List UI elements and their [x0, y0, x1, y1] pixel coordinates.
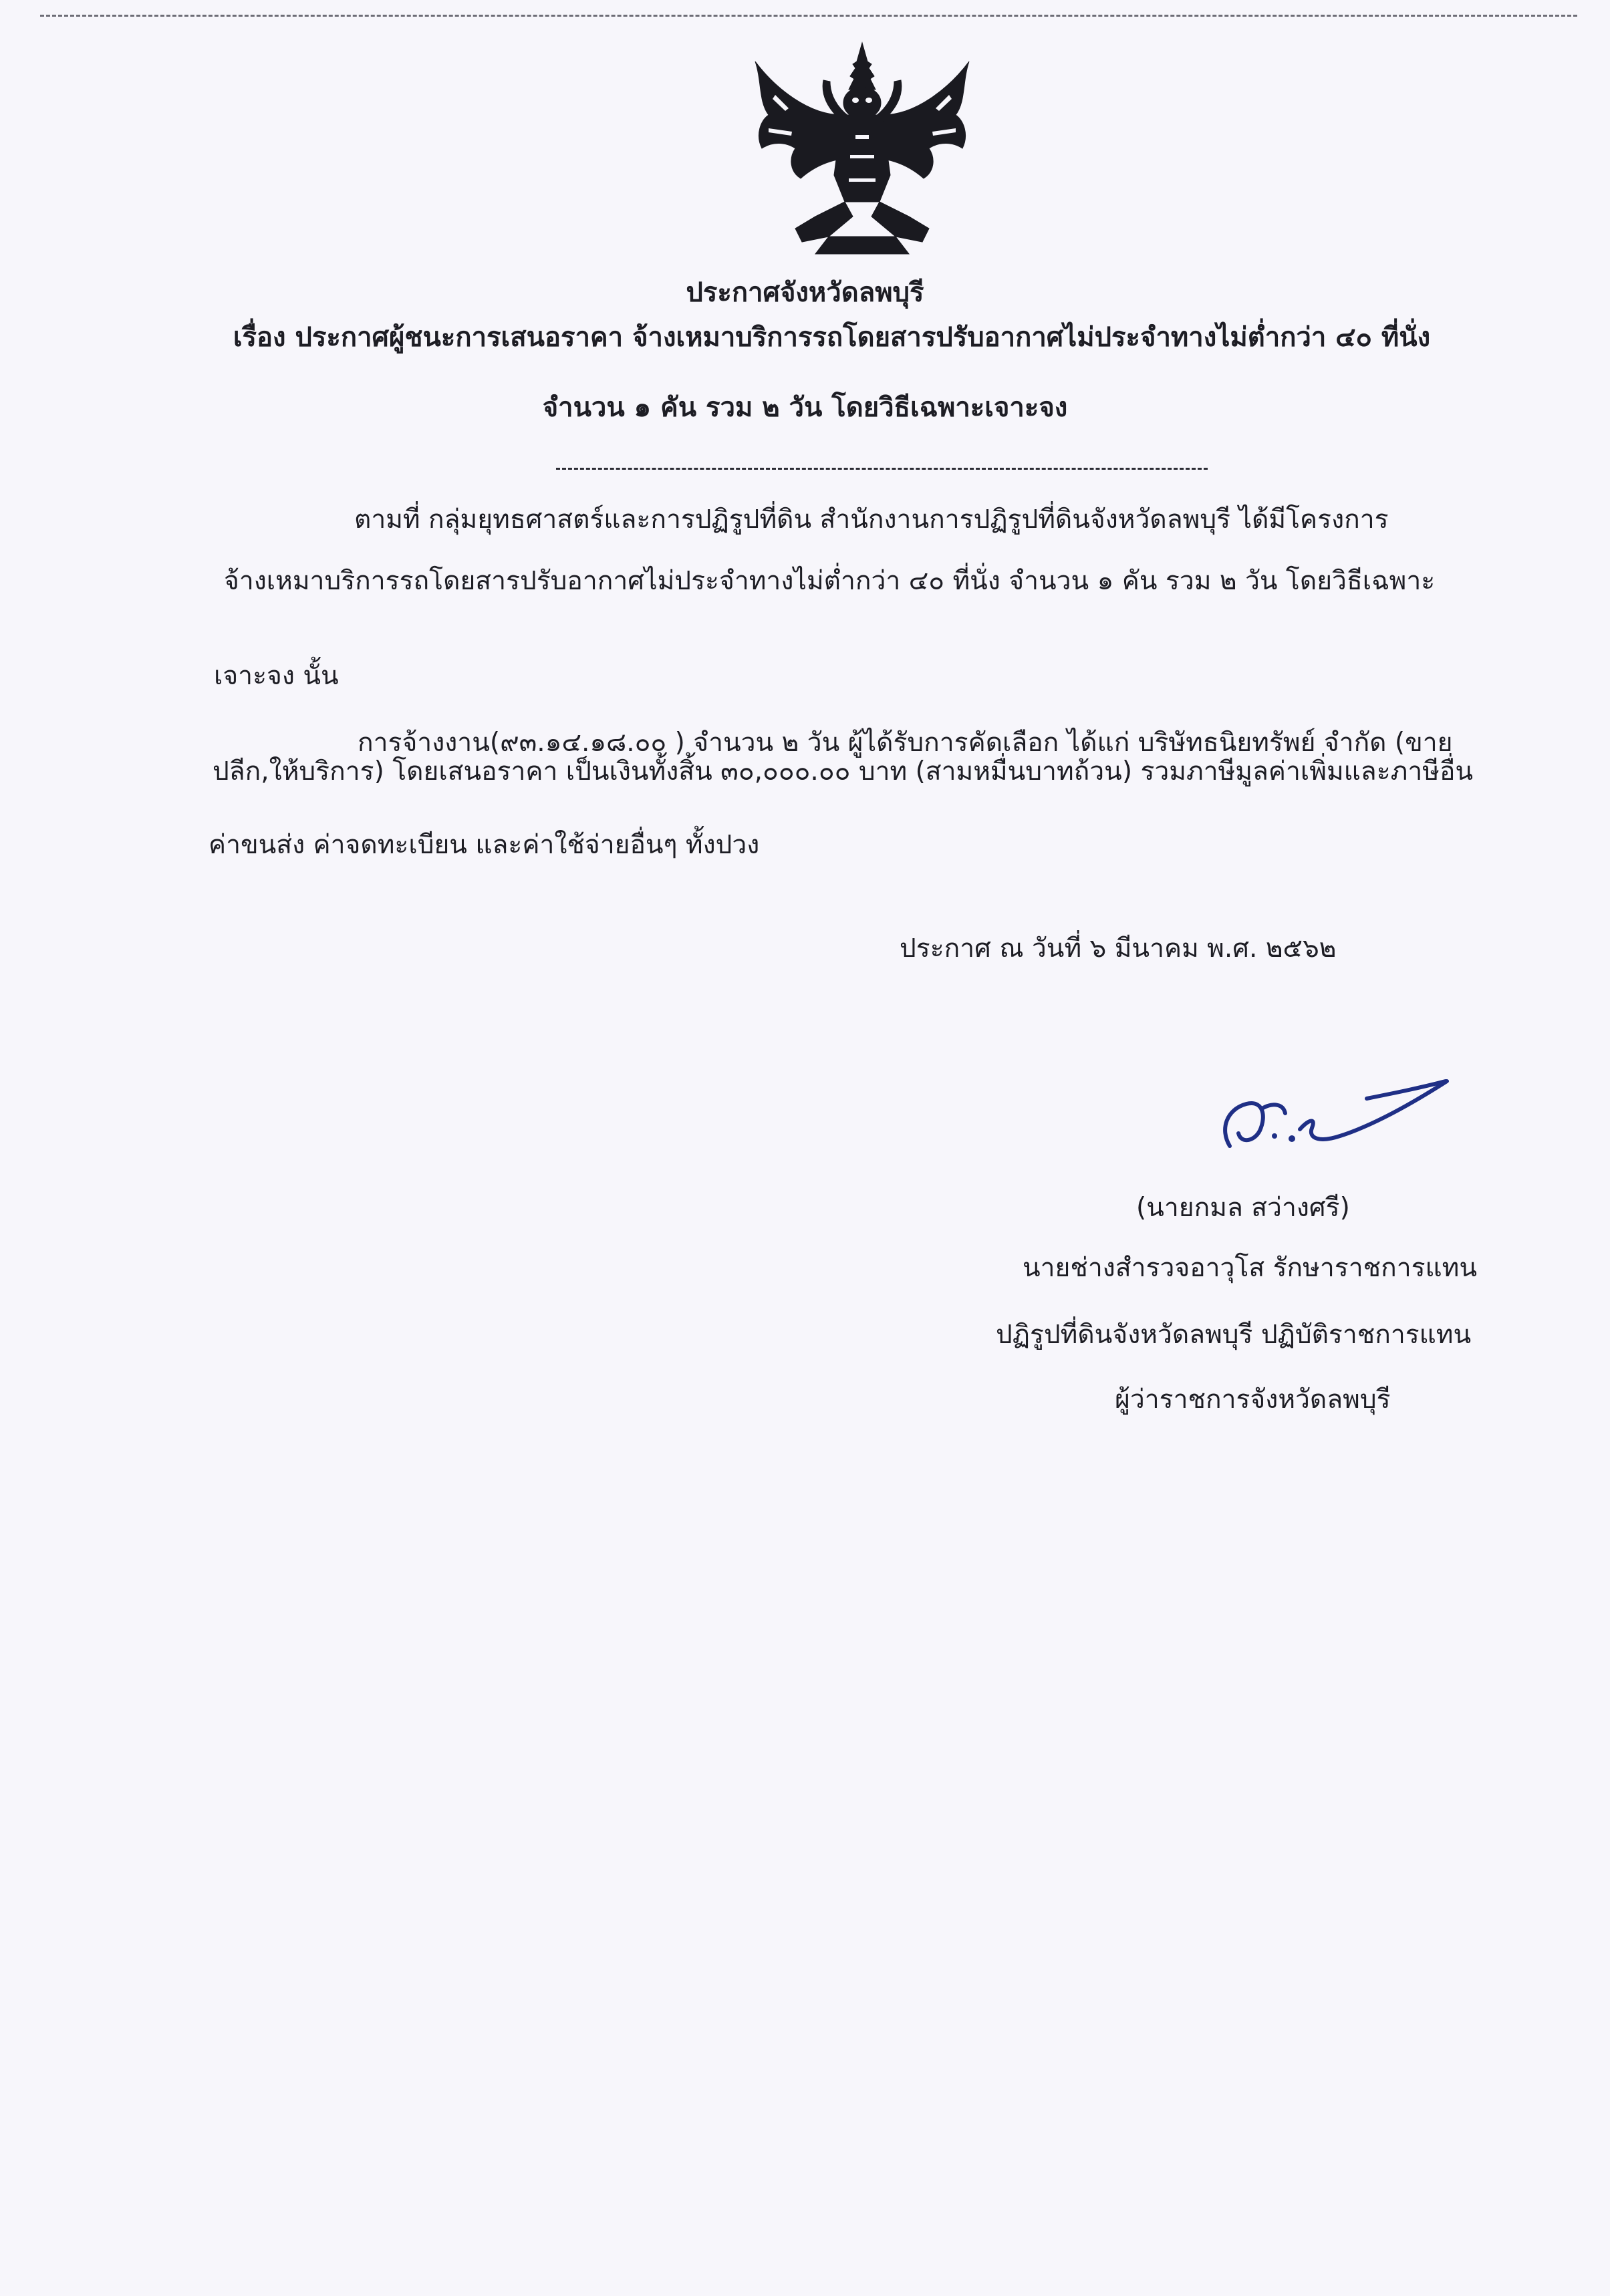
- paragraph-1-line-1: ตามที่ กลุ่มยุทธศาสตร์และการปฏิรูปที่ดิน สำนักงานการปฏิรูปที่ดินจังหวัดลพบุรี ได้มีโครงการ: [354, 505, 1389, 535]
- announcement-subject-line-2: จำนวน ๑ คัน รวม ๒ วัน โดยวิธีเฉพาะเจาะจง: [542, 392, 1068, 423]
- announcement-title: ประกาศจังหวัดลพบุรี: [686, 277, 924, 308]
- paragraph-2-line-1: การจ้างงาน(๙๓.๑๔.๑๘.๐๐ ) จำนวน ๒ วัน ผู้ได้รับการคัดเลือก ได้แก่ บริษัทธนิยทรัพย์ จำกัด (ขาย: [358, 728, 1453, 758]
- handwritten-signature: [1200, 1069, 1454, 1156]
- signatory-position-2: ปฏิรูปที่ดินจังหวัดลพบุรี ปฏิบัติราชการแทน: [996, 1320, 1472, 1350]
- announcement-subject-line-1: เรื่อง ประกาศผู้ชนะการเสนอราคา จ้างเหมาบริการรถโดยสารปรับอากาศไม่ประจำทางไม่ต่ำกว่า ๔๐ ที่นั่ง: [233, 322, 1431, 353]
- paragraph-1-line-2: จ้างเหมาบริการรถโดยสารปรับอากาศไม่ประจำทางไม่ต่ำกว่า ๔๐ ที่นั่ง จำนวน ๑ คัน รวม ๒ วัน โดยวิธีเฉพาะ: [224, 566, 1436, 596]
- paragraph-2-line-2: ปลีก,ให้บริการ) โดยเสนอราคา เป็นเงินทั้งสิ้น ๓๐,๐๐๐.๐๐ บาท (สามหมื่นบาทถ้วน) รวมภาษีมูลค่าเพิ่มและภาษีอื่น: [213, 756, 1474, 786]
- signatory-position-1: นายช่างสำรวจอาวุโส รักษาราชการแทน: [1023, 1253, 1478, 1283]
- signatory-position-3: ผู้ว่าราชการจังหวัดลพบุรี: [1115, 1385, 1391, 1415]
- title-separator: [556, 468, 1208, 470]
- paragraph-1-line-3: เจาะจง นั้น: [214, 661, 339, 691]
- paragraph-2-line-3: ค่าขนส่ง ค่าจดทะเบียน และค่าใช้จ่ายอื่นๆ ทั้งปวง: [209, 830, 760, 860]
- garuda-emblem-icon: [749, 41, 976, 255]
- announcement-date: ประกาศ ณ วันที่ ๖ มีนาคม พ.ศ. ๒๕๖๒: [900, 934, 1337, 964]
- top-edge-rule: [40, 15, 1577, 17]
- signatory-name: (นายกมล สว่างศรี): [1136, 1193, 1350, 1223]
